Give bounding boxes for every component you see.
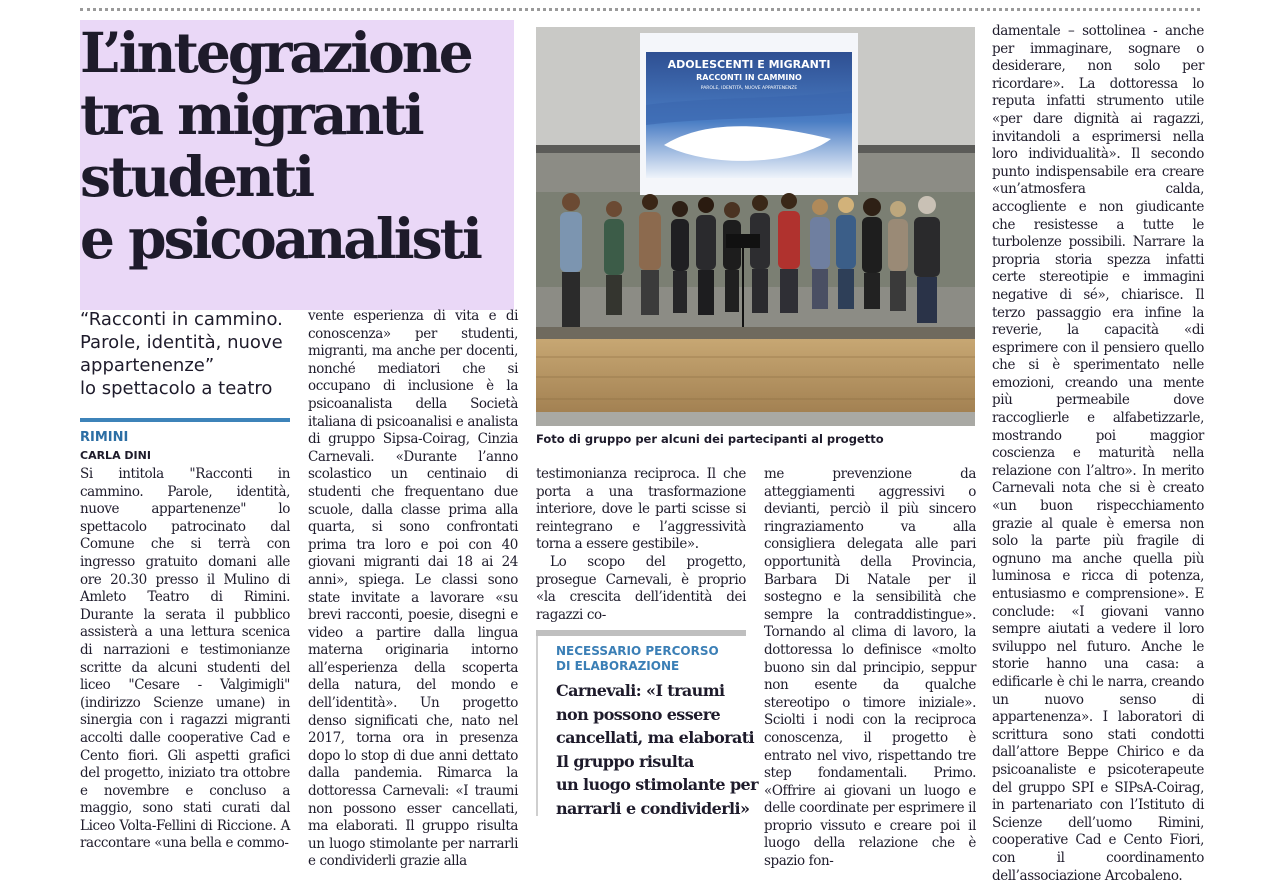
body-column-2 [308,308,518,871]
paragraph: testimonianza reciproca. Il che porta a una trasformazione interiore, dove le parti scisse si reintegrano e l’aggressività torna a essere gestibile». [536,466,746,553]
kicker-line: NECESSARIO PERCORSO [556,644,719,658]
photo-caption: Foto di gruppo per alcuni dei partecipanti al progetto [536,432,884,446]
sidebar-box-kicker [556,644,746,674]
body-column-5 [992,23,1204,885]
sidebar-box-quote [556,679,756,820]
body-column-3 [536,466,746,624]
headline-line: studenti [80,144,313,209]
subheadline-line: appartenenze” [80,355,215,376]
quote-line: Carnevali: «I traumi [556,681,725,700]
sidebar-box-border [536,636,538,816]
section-divider [80,418,290,422]
headline-line: L’integrazione [80,20,471,85]
paragraph: me prevenzione da atteggiamenti aggressivi o devianti, perciò il più sincero ringraziamento va alla consigliera delegata alle pari opportunità della Provincia, Barbara Di Natale per il sostegno e la sensibilità che sempre la contraddistingue». Tornando al clima di lavoro, la dottoressa lo definisce «molto buono sin dal principio, seppur non esente da qualche stereotipo o timore iniziale». Sciolti i nodi con la reciproca conoscenza, il progetto è entrato nel vivo, rispettando tre step fondamentali. Primo. «Offrire ai giovani un luogo e delle coordinate per esprimere il proprio vissuto e creare poi il luogo della relazione che è spazio fon- [764,466,976,870]
sidebar-box-rule [536,630,746,636]
group-photo [536,27,975,426]
headline [80,22,520,270]
quote-line: Il gruppo risulta [556,751,694,771]
kicker-line: DI ELABORAZIONE [556,659,680,673]
paragraph: Lo scopo del progetto, prosegue Carnevali, è proprio «la crescita dell’identità dei ragazzi co- [536,553,746,623]
quote-line: un luogo stimolante per [556,775,758,794]
subheadline [80,308,300,400]
dateline-location: RIMINI [80,430,129,445]
paragraph: Si intitola "Racconti in cammino. Parole, identità, nuove appartenenze" lo spettacolo patrocinato dal Comune che si terrà con ingresso gratuito domani alle ore 20.30 presso il Mulino di Amleto Teatro di Rimini. Durante la serata il pubblico assisterà a una lettura scenica di narrazioni e testimonianze scritte da alcuni studenti del liceo "Cesare - Valgimigli" (indirizzo Scienze umane) in sinergia con i ragazzi migranti accolti dalle cooperative Cad e Cento fiori. Gli aspetti grafici del progetto, iniziato tra ottobre e novembre e concluso a maggio, sono stati curati dal Liceo Volta-Fellini di Riccione. A raccontare «una bella e commo- [80,466,290,852]
quote-line: narrarli e condividerli» [556,798,750,818]
headline-line: e psicoanalisti [80,206,480,271]
subheadline-line: Parole, identità, nuove [80,332,283,353]
top-dotted-rule [80,8,1200,11]
screen-tagline: PAROLE, IDENTITÀ, NUOVE APPARTENENZE [700,86,798,91]
subheadline-line: lo spettacolo a teatro [80,378,273,399]
body-column-4 [764,466,976,871]
paragraph: damentale – sottolinea - anche per immaginare, sognare o desiderare, non solo per ricordare». La dottoressa lo reputa infatti strumento utile «per dare dignità ai ragazzi, invitandoli a esprimersi nella loro individualità». Il secondo punto indispensabile era creare «un’atmosfera calda, accogliente e non giudicante che resistesse a tutte le turbolenze possibili. Narrare la propria storia spezza infatti certe stereotipie e immagini negative di sé», chiarisce. Il terzo passaggio era infine la reverie, la capacità «di esprimere con il pensiero quello che si è sperimentato nelle emozioni, creando una mente più permeabile dove raccoglierle e alfabetizzarle, mostrando poi maggior coscienza e maturità nella relazione con l’altro». In merito Carnevali nota che si è creato «un buon rispecchiamento grazie al quale è emersa non solo la parte più fragile di ognuno ma anche quella più luminosa e ricca di potenza, entusiasmo e comprensione». E conclude: «I giovani vanno sempre aiutati a vedere il loro sviluppo nel futuro. Anche le storie hanno una casa: a edificarle è chi le narra, creando un nuovo senso di appartenenza». I laboratori di scrittura sono stati condotti dall’attore Beppe Chirico e da psicoanaliste e psicoterapeute del gruppo SPI e SIPsA-Coirag, in partenariato con l’Istituto di Scienze dell’uomo Rimini, cooperative Cad e Cento Fiori, con il coordinamento dell’associazione Arcobaleno. [992,23,1204,884]
subheadline-line: “Racconti in cammino. [80,309,283,330]
byline: CARLA DINI [80,449,151,462]
paragraph: vente esperienza di vita e di conoscenza» per studenti, migranti, ma anche per docenti, nonché mediatori che si occupano di inclusione è la psicoanalista della Società italiana di psicoanalisi e analista di gruppo Sipsa-Coirag, Cinzia Carnevali. «Durante l’anno scolastico un centinaio di studenti che frequentano due scuole, dalla classe prima alla quarta, si sono confrontati prima tra loro e poi con 40 giovani migranti dai 18 ai 24 anni», spiega. Le classi sono state invitate a lavorare «su brevi racconti, poesie, disegni e video a partire dalla lingua materna originaria intorno all’esperienza della scoperta della natura, del mondo e dell’identità». Un progetto denso significati che, nato nel 2017, torna ora in presenza dopo lo stop di due anni dettato dalla pandemia. Rimarca la dottoressa Carnevali: «I traumi non possono esser cancellati, ma elaborati. Il gruppo risulta un luogo stimolante per narrarli e condividerli grazie alla [308,308,518,870]
quote-line: cancellati, ma elaborati [556,728,755,747]
body-column-1 [80,466,290,853]
screen-subtitle: RACCONTI IN CAMMINO [696,73,802,82]
quote-line: non possono essere [556,704,721,724]
headline-line: tra migranti [80,82,422,147]
screen-title: ADOLESCENTI E MIGRANTI [667,58,831,71]
